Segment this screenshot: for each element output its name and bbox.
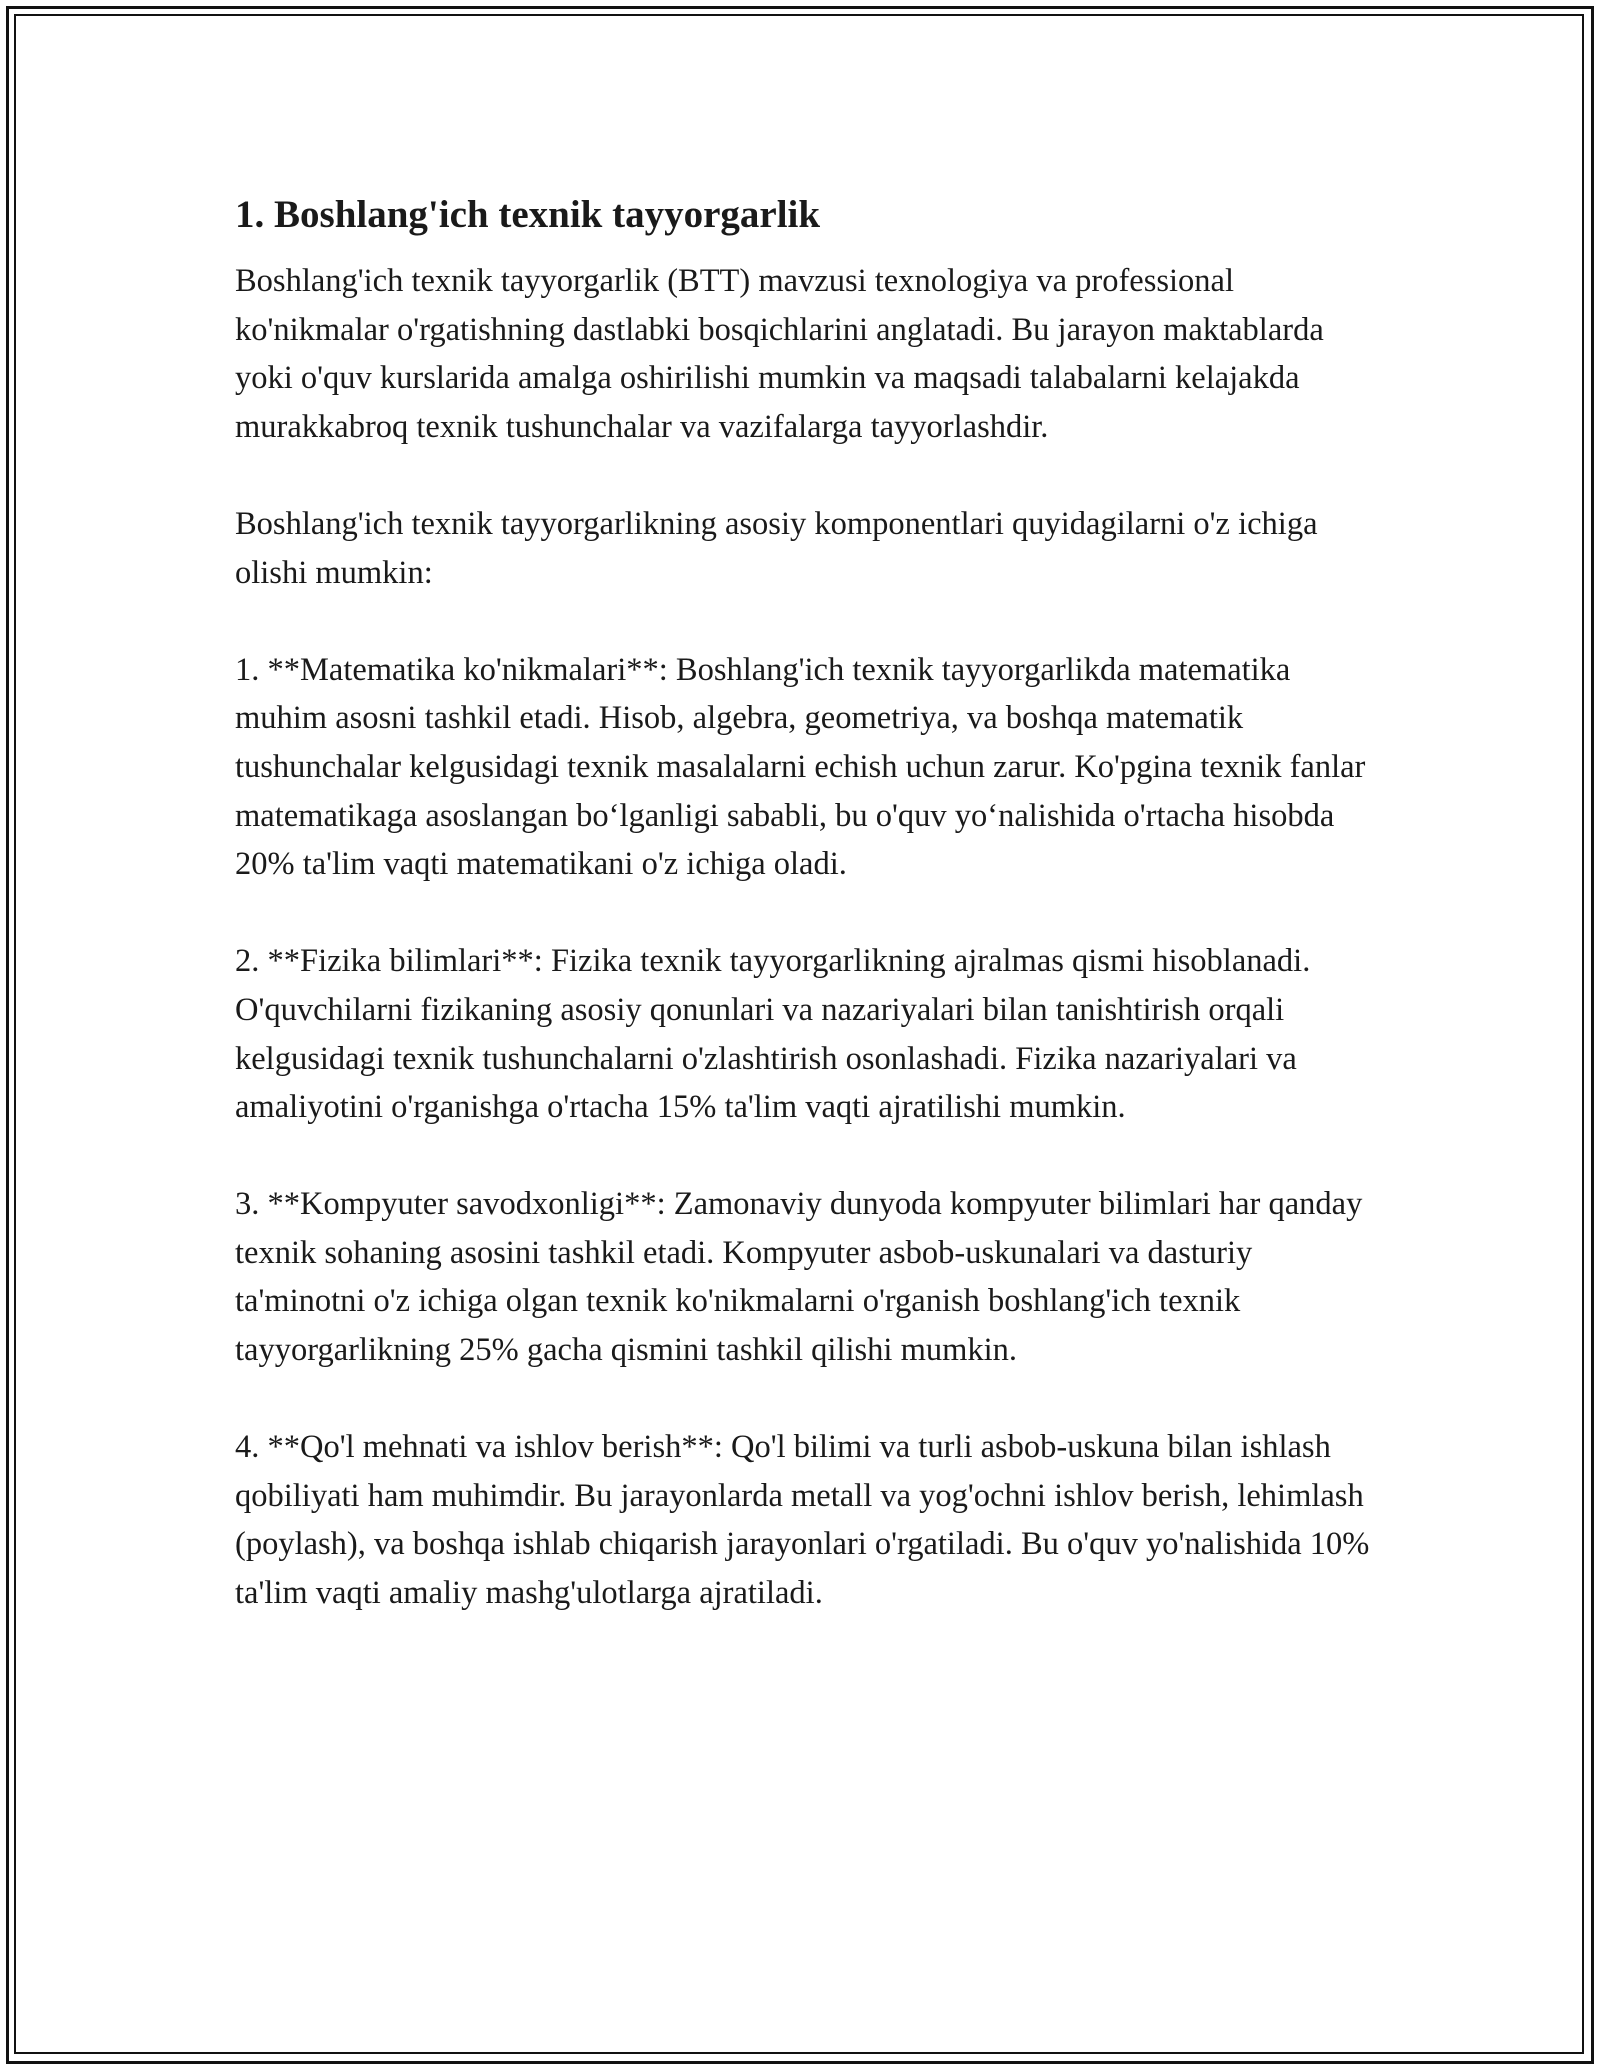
list-item-math-skills: 1. **Matematika ko'nikmalari**: Boshlang'ich texnik tayyorgarlikda matematika muhim asosni tashkil etadi. Hisob, algebra, geometriya, va boshqa matematik tushunchalar kelgusidagi texnik masalalarni echish uchun zarur. Ko'pgina texnik fanlar matematikaga asoslangan bo‘lganligi sababli, bu o'quv yo‘nalishida o'rtacha hisobda 20% ta'lim vaqti matematikani o'z ichiga oladi. [235,651,1366,883]
list-item-computer-literacy: 3. **Kompyuter savodxonligi**: Zamonaviy dunyoda kompyuter bilimlari har qanday texnik sohaning asosini tashkil etadi. Kompyuter asbob-uskunalari va dasturiy ta'minotni o'z ichiga olgan texnik ko'nikmalarni o'rganish boshlang'ich texnik tayyorgarlikning 25% gacha qismini tashkil qilishi mumkin. [235,1186,1363,1369]
list-item-manual-labor: 4. **Qo'l mehnati va ishlov berish**: Qo'l bilimi va turli asbob-uskuna bilan ishlash qobiliyati ham muhimdir. Bu jarayonlarda metall va yog'ochni ishlov berish, lehimlash (poylash), va boshqa ishlab chiqarish jarayonlari o'rgatiladi. Bu o'quv yo'nalishida 10% ta'lim vaqti amaliy mashg'ulotlarga ajratiladi. [235,1429,1370,1612]
section-heading: 1. Boshlang'ich texnik tayyorgarlik [235,193,821,236]
components-intro-paragraph: Boshlang'ich texnik tayyorgarlikning asosiy komponentlari quyidagilarni o'z ichiga olishi mumkin: [235,505,1318,591]
document-body [235,185,1375,1618]
intro-paragraph: Boshlang'ich texnik tayyorgarlik (BTT) mavzusi texnologiya va professional ko'nikmalar o'rgatishning dastlabki bosqichlarini anglatadi. Bu jarayon maktablarda yoki o'quv kurslarida amalga oshirilishi mumkin va maqsadi talabalarni kelajakda murakkabroq texnik tushunchalar va vazifalarga tayyorlashdir. [235,263,1324,445]
list-item-physics-knowledge: 2. **Fizika bilimlari**: Fizika texnik tayyorgarlikning ajralmas qismi hisoblanadi. O'quvchilarni fizikaning asosiy qonunlari va nazariyalari bilan tanishtirish orqali kelgusidagi texnik tushunchalarni o'zlashtirish osonlashadi. Fizika nazariyalari va amaliyotini o'rganishga o'rtacha 15% ta'lim vaqti ajratilishi mumkin. [235,943,1311,1126]
